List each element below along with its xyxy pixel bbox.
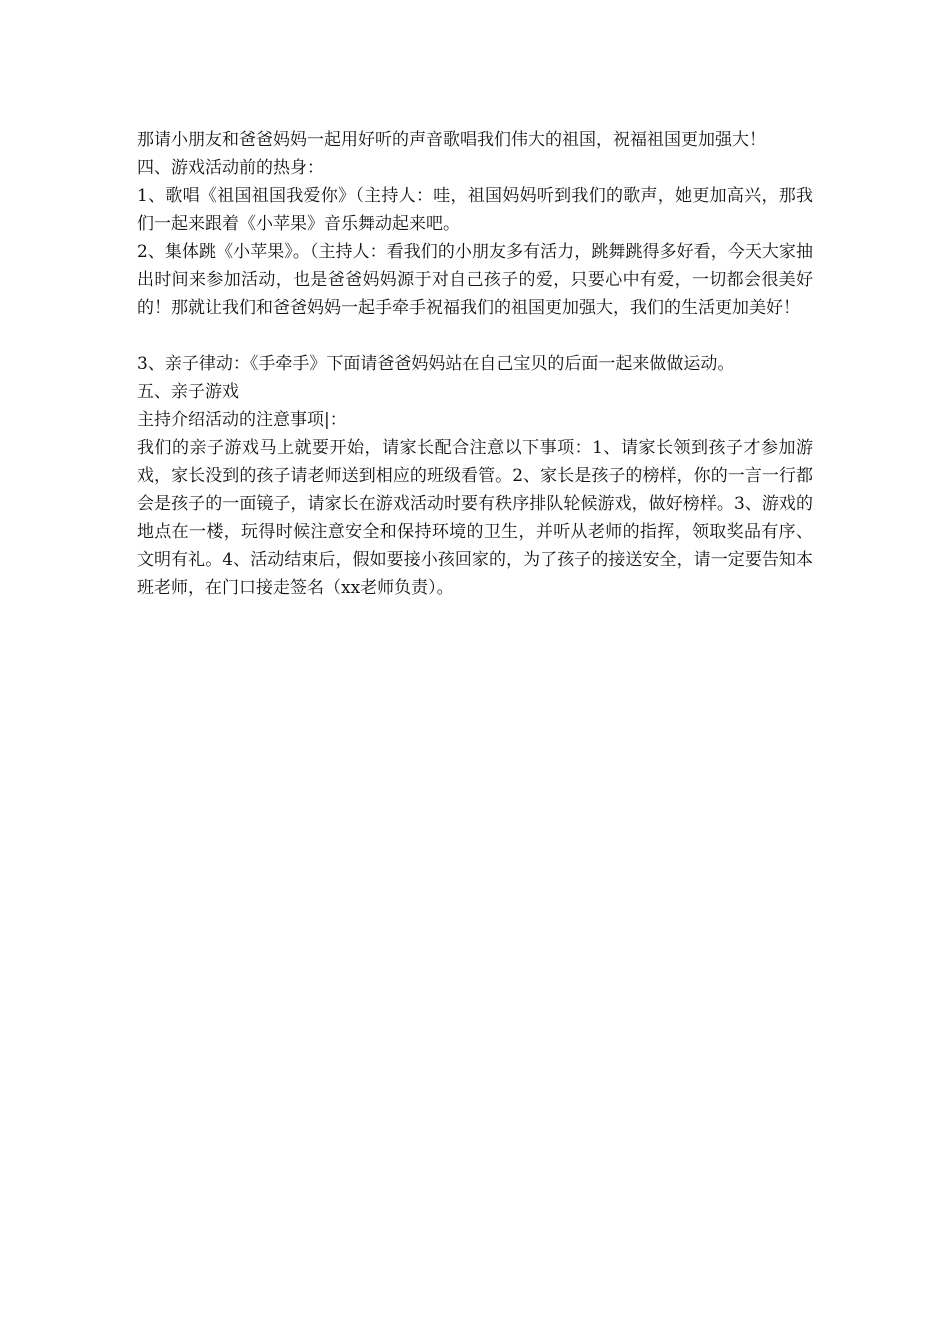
blank-line xyxy=(137,322,813,350)
paragraph-notice-details: 我们的亲子游戏马上就要开始，请家长配合注意以下事项：1、请家长领到孩子才参加游戏，家长没到的孩子请老师送到相应的班级看管。2、家长是孩子的榜样，你的一言一行都会是孩子的一面镜子，请家长在游戏活动时要有秩序排队轮候游戏，做好榜样。3、游戏的地点在一楼，玩得时候注意安全和保持环境的卫生，并听从老师的指挥，领取奖品有序、文明有礼。4、活动结束后，假如要接小孩回家的，为了孩子的接送安全，请一定要告知本班老师，在门口接走签名（xx老师负责）。 xyxy=(137,438,813,598)
section-heading-warmup: 四、游戏活动前的热身： xyxy=(137,158,324,178)
section-heading-parent-child-games: 五、亲子游戏 xyxy=(137,382,239,402)
paragraph-item-1-song: 1、歌唱《祖国祖国我爱你》（主持人：哇，祖国妈妈听到我们的歌声，她更加高兴，那我们一起来跟着《小苹果》音乐舞动起来吧。 xyxy=(137,186,813,234)
paragraph-item-3-rhythm: 3、亲子律动：《手牵手》下面请爸爸妈妈站在自己宝贝的后面一起来做做运动。 xyxy=(137,354,735,374)
paragraph-host-notice-intro: 主持介绍活动的注意事项|： xyxy=(137,410,347,430)
document-body xyxy=(137,126,813,602)
paragraph-item-2-dance: 2、集体跳《小苹果》。（主持人：看我们的小朋友多有活力，跳舞跳得多好看，今天大家抽出时间来参加活动，也是爸爸妈妈源于对自己孩子的爱，只要心中有爱，一切都会很美好的！那就让我们和爸爸妈妈一起手牵手祝福我们的祖国更加强大，我们的生活更加美好！ xyxy=(137,242,813,318)
paragraph-closing-blessing: 那请小朋友和爸爸妈妈一起用好听的声音歌唱我们伟大的祖国，祝福祖国更加强大！ xyxy=(137,130,766,150)
